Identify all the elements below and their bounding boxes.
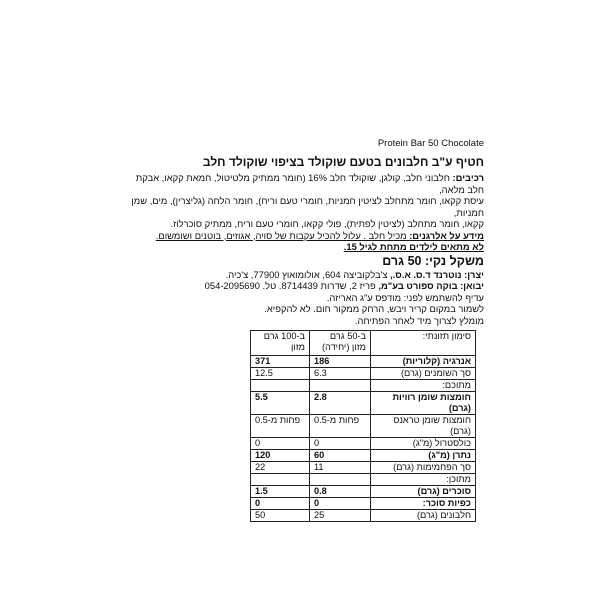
value-per-100g: 22: [251, 462, 310, 474]
nutrition-label: [118, 138, 484, 522]
value-per-50g: 25: [310, 510, 371, 522]
storage-instructions: לשמור במקום קריר ויבש, הרחק ממקור חום. לא להקפיא.: [264, 303, 484, 314]
nutrient-name: סוכרים (גרם): [371, 486, 476, 498]
value-per-50g: [310, 474, 371, 486]
english-product-title: Protein Bar 50 Chocolate: [377, 138, 484, 149]
importer-address: פריז 2, שדרות 8714439. טל. 054-2095690: [204, 280, 376, 291]
value-per-50g: 6.3: [310, 368, 371, 380]
ingredients-line-1: חלבוני חלב, קולגן, שוקולד חלב 16% (חומר ממתיק מלטיטול, חמאת קקאו, אבקת חלב מלאה,: [135, 172, 484, 195]
value-per-50g: [310, 380, 371, 392]
importer-line: [118, 280, 484, 292]
table-row: [251, 392, 476, 415]
allergen-label: מידע על אלרגנים:: [409, 229, 484, 241]
nutrient-name: כולסטרול (מ"ג): [371, 438, 476, 450]
value-per-50g: 11: [310, 462, 371, 474]
header-per-100g-line-2: מזון: [290, 342, 305, 352]
nutrient-name: מתוכן:: [371, 474, 476, 486]
nutrition-table: [250, 330, 476, 522]
importer-label: יבואן: בוקה ספורט בע"מ,: [378, 280, 484, 291]
consume-instructions: מומלץ לצרוך מיד לאחר הפתיחה.: [354, 314, 484, 326]
value-per-50g: 0: [310, 438, 371, 450]
header-nutrient: סימון תזונתי:: [371, 331, 476, 356]
table-row: [251, 486, 476, 498]
value-per-100g: 12.5: [251, 368, 310, 380]
header-per-100g-line-1: ב-100 גרם: [263, 331, 305, 341]
value-per-100g: 0: [251, 498, 310, 510]
nutrition-table-header: [251, 331, 476, 356]
allergen-text: מכיל חלב . עלול להכיל עקבות של סויה, אגוזים, בוטנים ושומשום.: [155, 229, 407, 241]
nutrient-name: מתוכם:: [371, 380, 476, 392]
nutrient-name: סך השומנים (גרם): [371, 368, 476, 380]
table-row: [251, 380, 476, 392]
manufacturer-line: [118, 269, 484, 281]
header-per-100g: [251, 331, 310, 356]
table-row: [251, 438, 476, 450]
header-per-50g: [310, 331, 371, 356]
table-row: [251, 474, 476, 486]
product-name: חטיף ע"ב חלבונים בטעם שוקולד בציפוי שוקולד חלב: [202, 155, 484, 169]
value-per-100g: 120: [251, 450, 310, 462]
value-per-100g: 371: [251, 356, 310, 368]
value-per-50g: 186: [310, 356, 371, 368]
table-row: [251, 462, 476, 474]
ingredients-block: [118, 172, 484, 230]
value-per-100g: 1.5: [251, 486, 310, 498]
value-per-100g: [251, 380, 310, 392]
ingredients-line-3: קקאו, חומר מתחלב (לציטין לפתית), פולי קקאו, חומרי טעם וריח, ממתיק סוכרלוז.: [170, 218, 484, 229]
nutrient-name: חלבונים (גרם): [371, 510, 476, 522]
table-row: [251, 510, 476, 522]
nutrient-name: חומצות שומן טראנס (גרם): [371, 415, 476, 438]
allergen-info: [118, 230, 484, 242]
table-row: [251, 368, 476, 380]
table-row: [251, 415, 476, 438]
ingredients-line-2: עיסת קקאו, חומר מתחלב לציטין חמניות, חומרי טעם וריח), חומר הלחה (גליצרין), מים, שמן חמניות,: [131, 195, 484, 218]
table-row: [251, 356, 476, 368]
value-per-50g: 0: [310, 498, 371, 510]
table-row: [251, 498, 476, 510]
value-per-50g: פחות מ-0.5: [310, 415, 371, 438]
nutrient-name: נתרן (מ"ג): [371, 450, 476, 462]
manufacturer-label: יצרן: נוטרנד ד.ס. א.ס.,: [390, 268, 484, 280]
header-per-50g-line-2: מזון (יחידה): [321, 342, 366, 352]
value-per-100g: 50: [251, 510, 310, 522]
value-per-50g: 0.8: [310, 486, 371, 498]
best-before: עדיף להשתמש לפני: מודפס ע"ג האריזה.: [326, 291, 484, 303]
value-per-100g: 5.5: [251, 392, 310, 415]
ingredients-label: רכיבים:: [452, 172, 484, 183]
value-per-50g: 60: [310, 450, 371, 462]
value-per-100g: פחות מ-0.5: [251, 415, 310, 438]
nutrient-name: חומצות שומן רוויות (גרם): [371, 392, 476, 415]
nutrient-name: סך הפחמימות (גרם): [371, 462, 476, 474]
age-warning: לא מתאים לילדים מתחת לגיל 15.: [343, 241, 484, 252]
value-per-100g: [251, 474, 310, 486]
nutrient-name: כפיות סוכר:: [371, 498, 476, 510]
value-per-50g: 2.8: [310, 392, 371, 415]
nutrient-name: אנרגיה (קלוריות): [371, 356, 476, 368]
net-weight: משקל נקי: 50 גרם: [382, 253, 484, 268]
value-per-100g: 0: [251, 438, 310, 450]
manufacturer-address: צ'בלקוביצה 604, אולומואוץ 77900, צ'כיה.: [225, 268, 388, 280]
table-row: [251, 450, 476, 462]
header-per-50g-line-1: ב-50 גרם: [329, 331, 366, 341]
